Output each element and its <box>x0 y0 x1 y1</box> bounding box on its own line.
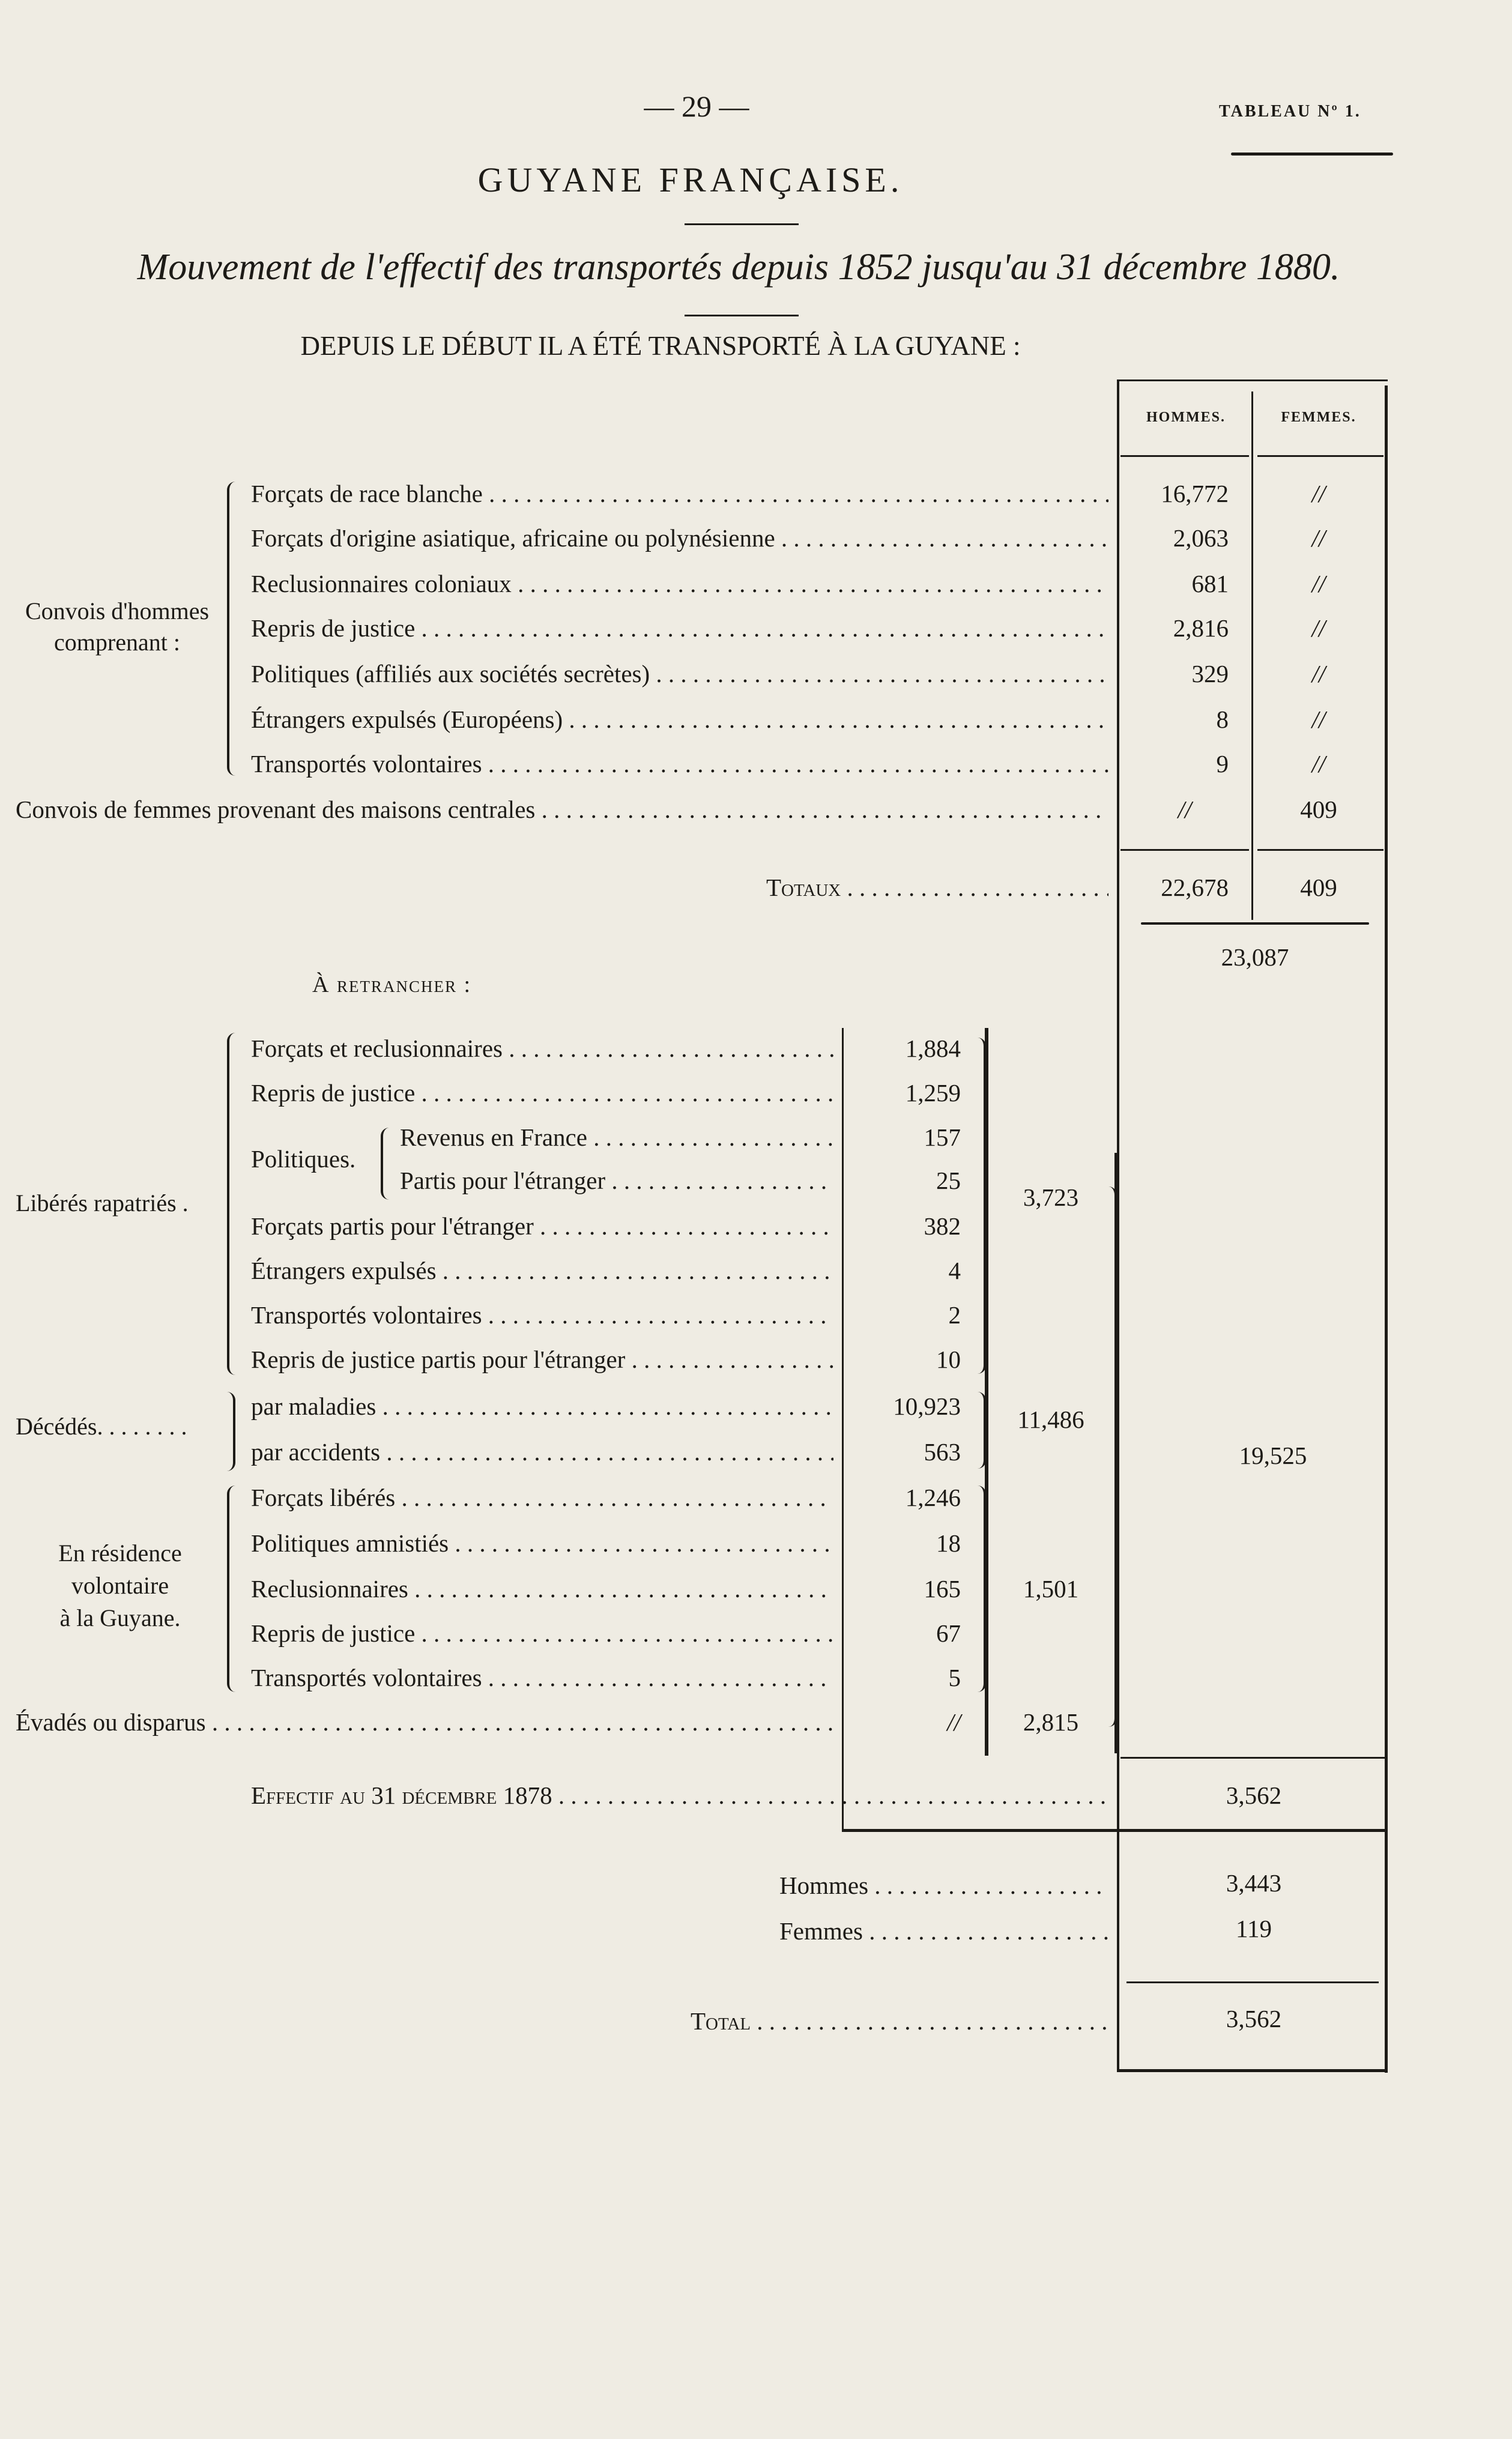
tableau-reference: TABLEAU Nº 1. <box>1219 102 1361 121</box>
effectif-value: 3,562 <box>1226 1782 1282 1809</box>
row-label: Transportés volontaires . . . <box>251 748 1108 779</box>
row-label: Forçats libérés . . . <box>251 1482 833 1513</box>
row-label: Revenus en France . . . <box>400 1122 833 1153</box>
frame-bottom-rule <box>1117 2069 1388 2072</box>
femmes-value: // <box>1311 570 1326 597</box>
row-value: 4 <box>948 1257 961 1284</box>
row-label: Étrangers expulsés . . . <box>251 1255 833 1286</box>
decedes-subtotal-brace <box>973 1392 986 1469</box>
effectif-label: Effectif au 31 décembre 1878 . . . <box>251 1780 1110 1811</box>
totaux-rule-hommes <box>1120 849 1249 851</box>
row-label: Repris de justice . . . <box>251 1618 833 1649</box>
row-label: Reclusionnaires . . . <box>251 1573 833 1604</box>
decedes-label-text: Décédés <box>16 1413 97 1440</box>
subtitle-rule <box>685 315 799 316</box>
breakdown-label: Hommes . . . <box>779 1870 1110 1901</box>
row-value: 157 <box>924 1123 961 1151</box>
title-rule <box>685 223 799 225</box>
row-label: Étrangers expulsés (Européens) . . . <box>251 704 1108 735</box>
header-rule-hommes <box>1120 455 1249 457</box>
row-value: 2 <box>948 1301 961 1329</box>
row-label: Partis pour l'étranger . . . <box>400 1165 833 1196</box>
retrancher-grand-total: 19,525 <box>1239 1442 1307 1469</box>
column-header-femmes: FEMMES. <box>1281 410 1356 425</box>
totaux-combined: 23,087 <box>1221 943 1289 971</box>
row-value: 1,259 <box>905 1079 961 1107</box>
frame-right-rule <box>1385 385 1388 2073</box>
decedes-left-brace <box>223 1392 235 1471</box>
row-label: Politiques (affiliés aux sociétés secrètes) . . . <box>251 658 1108 689</box>
row-label: Forçats de race blanche . . . <box>251 478 1108 509</box>
row-label: Transportés volontaires . . . <box>251 1662 833 1693</box>
row-value: 10 <box>936 1346 961 1373</box>
breakdown-value: 119 <box>1236 1915 1272 1942</box>
row-value: 382 <box>924 1212 961 1240</box>
hommes-value: 2,816 <box>1173 614 1229 642</box>
row-value: 5 <box>948 1664 961 1691</box>
decedes-leader: . . . . . . . . <box>97 1413 187 1440</box>
liberes-brace <box>227 1033 239 1375</box>
totaux-brace-line <box>1141 922 1369 925</box>
femmes-value: // <box>1311 706 1326 733</box>
breakdown-value: 3,443 <box>1226 1869 1282 1897</box>
politiques-brace <box>381 1128 392 1200</box>
row-label: Repris de justice partis pour l'étranger . . . <box>251 1344 833 1375</box>
row-value: 1,246 <box>905 1484 961 1511</box>
femmes-value: // <box>1311 614 1326 642</box>
frame-mid-rule <box>1251 391 1253 920</box>
totaux-femmes: 409 <box>1300 874 1337 901</box>
femmes-value: // <box>1311 660 1326 688</box>
row-label: Convois de femmes provenant des maisons centrales . . . <box>16 794 1108 825</box>
retrancher-heading: À retrancher : <box>312 972 472 997</box>
total-label: Total . . . <box>691 2005 1111 2037</box>
liberes-subtotal-brace <box>973 1038 986 1374</box>
femmes-value: // <box>1311 480 1326 507</box>
row-label: par accidents . . . <box>251 1436 833 1467</box>
residence-subtotal-brace <box>973 1485 986 1692</box>
residence-brace <box>227 1485 239 1692</box>
row-label: Transportés volontaires . . . <box>251 1299 833 1331</box>
column-header-hommes: HOMMES. <box>1146 410 1226 425</box>
row-value: 563 <box>924 1438 961 1466</box>
hommes-value: 16,772 <box>1161 480 1229 507</box>
breakdown-label: Femmes . . . <box>779 1915 1110 1947</box>
femmes-value: // <box>1311 750 1326 778</box>
totaux-rule-femmes <box>1257 849 1383 851</box>
header-rule-femmes <box>1257 455 1383 457</box>
total-rule <box>1126 1981 1379 1983</box>
row-value: 165 <box>924 1575 961 1603</box>
decedes-label <box>16 1412 187 1440</box>
row-label: Repris de justice . . . <box>251 1077 833 1108</box>
row-value: // <box>947 1708 961 1736</box>
femmes-value: 409 <box>1300 796 1337 823</box>
residence-label-line2: volontaire <box>71 1572 169 1599</box>
convois-label-line2: comprenant : <box>54 629 180 656</box>
row-label: Reclusionnaires coloniaux . . . <box>251 568 1108 599</box>
row-value: 18 <box>936 1529 961 1557</box>
liberes-label: Libérés rapatriés . <box>16 1189 189 1216</box>
liberes-subtotal: 3,723 <box>1023 1183 1079 1211</box>
hommes-value: 9 <box>1216 750 1229 778</box>
row-value: 67 <box>936 1619 961 1647</box>
subtitle: Mouvement de l'effectif des transportés depuis 1852 jusqu'au 31 décembre 1880. <box>137 247 1340 288</box>
hommes-value: // <box>1178 796 1192 823</box>
grand-total-brace <box>1102 1186 1117 1727</box>
row-label: Forçats et reclusionnaires . . . <box>251 1033 833 1064</box>
effectif-bottom-rule <box>842 1829 1388 1832</box>
row-label: Politiques amnistiés . . . <box>251 1528 833 1559</box>
frame-top-rule <box>1117 379 1388 381</box>
femmes-value: // <box>1311 524 1326 552</box>
convois-brace <box>227 482 239 776</box>
row-value: 1,884 <box>905 1035 961 1062</box>
totaux-label: Totaux . . . <box>766 872 1108 903</box>
tableau-underline <box>1231 153 1393 156</box>
hommes-value: 2,063 <box>1173 524 1229 552</box>
grand-total-rule <box>1120 1757 1385 1759</box>
decedes-subtotal: 11,486 <box>1017 1406 1084 1433</box>
row-label: Repris de justice . . . <box>251 612 1108 644</box>
row-label: Évadés ou disparus . . . <box>16 1706 833 1738</box>
evades-subtotal: 2,815 <box>1023 1708 1079 1736</box>
row-label: par maladies . . . <box>251 1391 833 1422</box>
page-number: — 29 — <box>644 89 749 123</box>
residence-subtotal: 1,501 <box>1023 1575 1079 1603</box>
row-value: 25 <box>936 1167 961 1194</box>
page-title: GUYANE FRANÇAISE. <box>477 160 904 199</box>
row-label: Forçats d'origine asiatique, africaine ou polynésienne . . . <box>251 522 1108 554</box>
residence-label-line3: à la Guyane. <box>59 1604 181 1631</box>
section-heading: DEPUIS LE DÉBUT IL A ÉTÉ TRANSPORTÉ À LA GUYANE : <box>300 331 1021 361</box>
hommes-value: 681 <box>1191 570 1229 597</box>
residence-label-line1: En résidence <box>58 1540 182 1567</box>
politiques-label: Politiques. <box>251 1145 356 1173</box>
totaux-hommes: 22,678 <box>1161 874 1229 901</box>
values-left-rule <box>842 1028 844 1829</box>
convois-label-line1: Convois d'hommes <box>25 597 210 624</box>
hommes-value: 329 <box>1191 660 1229 688</box>
total-value: 3,562 <box>1226 2005 1282 2032</box>
residence-label <box>24 1537 216 1634</box>
row-label: Forçats partis pour l'étranger . . . <box>251 1210 833 1242</box>
convois-hommes-label <box>12 596 222 658</box>
row-value: 10,923 <box>893 1392 961 1420</box>
hommes-value: 8 <box>1216 706 1229 733</box>
